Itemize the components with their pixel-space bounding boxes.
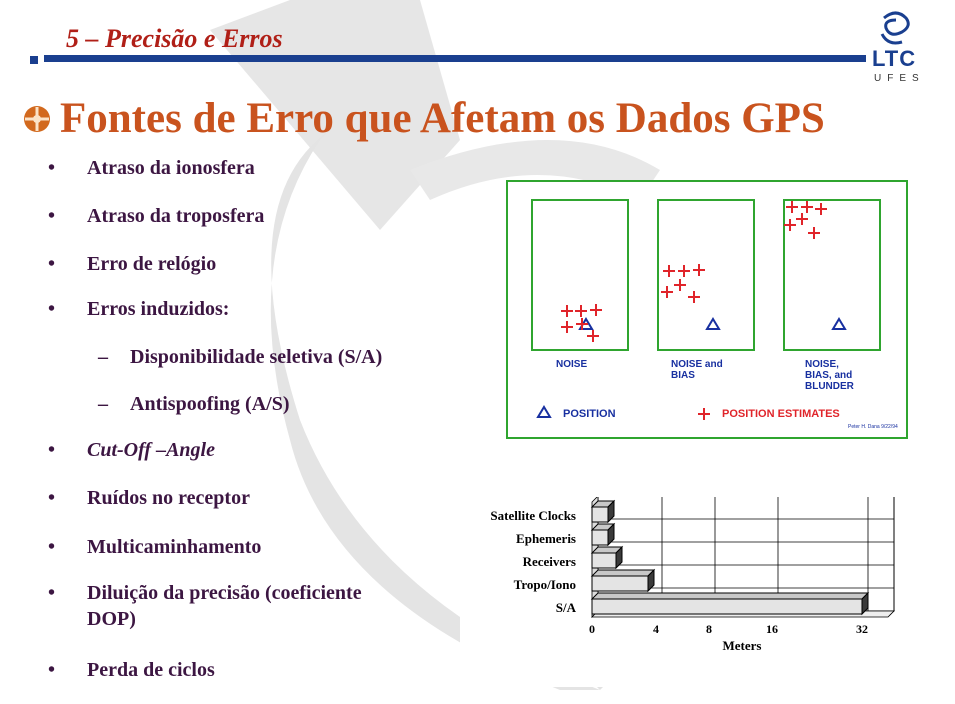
chart-category-label: S/A — [555, 600, 576, 615]
panel-label-blunder-2: BIAS, and — [805, 370, 853, 381]
bullet-text: Antispoofing (A/S) — [130, 393, 290, 415]
bullet-text: Erros induzidos: — [87, 298, 230, 320]
section-title: 5 – Precisão e Erros — [66, 24, 283, 53]
sub-bullet-dash: – — [98, 346, 108, 368]
figure-credit: Peter H. Dana 9/22/94 — [848, 424, 898, 430]
bias-panel — [658, 200, 754, 350]
bullet-dot: • — [48, 439, 56, 461]
bullet-text: Multicaminhamento — [87, 536, 262, 558]
chart-bar — [592, 507, 608, 522]
bullet-dot: • — [48, 298, 56, 320]
panel-label-bias-1: NOISE and — [671, 359, 723, 370]
chart-category-label: Receivers — [522, 554, 576, 569]
chart-bar — [592, 576, 648, 591]
chart-tick-label: 0 — [589, 622, 595, 636]
legend-estimates-label: POSITION ESTIMATES — [722, 408, 840, 420]
noise-bias-blunder-figure — [506, 180, 908, 439]
chart-bar — [592, 599, 862, 614]
panel-label-blunder-3: BLUNDER — [805, 381, 854, 392]
error-budget-chart — [460, 497, 910, 687]
bullet-text-continuation: DOP) — [87, 608, 136, 630]
chart-tick-label: 8 — [706, 622, 712, 636]
chart-bar-top — [592, 570, 654, 576]
chart-tick-label: 4 — [653, 622, 659, 636]
legend-position-triangle — [538, 407, 550, 417]
chart-tick-label: 16 — [766, 622, 778, 636]
chart-bar-top — [592, 593, 868, 599]
chart-category-label: Tropo/Iono — [513, 577, 576, 592]
position-triangle — [707, 319, 719, 329]
sub-bullet-dash: – — [98, 393, 108, 415]
title-bullet-icon — [22, 104, 52, 134]
panel-label-blunder-1: NOISE, — [805, 359, 839, 370]
bullet-text: Erro de relógio — [87, 253, 217, 275]
chart-bar — [592, 530, 608, 545]
legend-position-label: POSITION — [563, 408, 616, 420]
bullet-dot: • — [48, 157, 56, 179]
chart-bar — [592, 553, 616, 568]
header-rule — [44, 55, 866, 62]
bullet-text: Ruídos no receptor — [87, 487, 250, 509]
bullet-text: Atraso da ionosfera — [87, 157, 255, 179]
error-budget-chart-svg — [460, 497, 910, 687]
bullet-dot: • — [48, 205, 56, 227]
bullet-text: Disponibilidade seletiva (S/A) — [130, 346, 383, 368]
bullet-dot: • — [48, 582, 56, 604]
bullet-text: Perda de ciclos — [87, 659, 215, 681]
header-rule-marker — [30, 56, 38, 64]
chart-category-label: Ephemeris — [516, 531, 576, 546]
bullet-text: Diluição da precisão (coeficiente — [87, 582, 362, 604]
logo-subtext: UFES — [874, 73, 925, 84]
panel-label-noise: NOISE — [556, 359, 588, 370]
chart-x-axis-label: Meters — [722, 638, 762, 653]
slide-title: Fontes de Erro que Afetam os Dados GPS — [60, 95, 825, 142]
bullet-text: Atraso da troposfera — [87, 205, 265, 227]
logo-text: LTC — [872, 46, 917, 71]
chart-category-label: Satellite Clocks — [490, 508, 576, 523]
bullet-dot: • — [48, 487, 56, 509]
chart-tick-label: 32 — [856, 622, 868, 636]
bullet-dot: • — [48, 253, 56, 275]
position-triangle — [833, 319, 845, 329]
bullet-dot: • — [48, 536, 56, 558]
noise-figure-svg — [508, 182, 906, 437]
blunder-panel — [784, 200, 880, 350]
panel-label-bias-2: BIAS — [671, 370, 695, 381]
bullet-text: Cut-Off –Angle — [87, 439, 215, 461]
bullet-dot: • — [48, 659, 56, 681]
position-estimate-markers — [561, 201, 827, 420]
